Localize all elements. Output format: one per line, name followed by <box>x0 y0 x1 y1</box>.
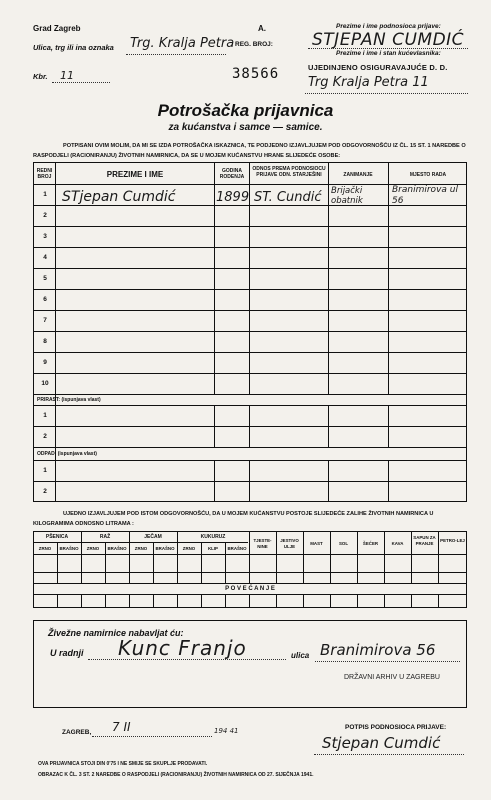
applicant-name: STJEPAN CUMDIĆ <box>312 30 465 50</box>
reg-number-label: REG. BROJ: <box>235 41 273 48</box>
row-number: 10 <box>41 380 49 387</box>
decrease-row-number: 2 <box>43 488 47 495</box>
row1-name: STjepan Cumdić <box>62 189 176 205</box>
row1-workplace: Branimirova ul 56 <box>392 185 458 206</box>
shop-label: U radnji <box>50 648 84 658</box>
signature-line <box>314 754 464 755</box>
subcol-label: BRAŠNO <box>107 546 127 551</box>
house-number-line <box>52 82 110 83</box>
price-note: OVA PRIJAVNICA STOJI DIN 0'75 I NE SMIJE SE SKUPLJE PRODAVATI. <box>38 761 208 767</box>
row1-relation: ST. Cundić <box>254 190 322 205</box>
landlord-label: Prezime i ime i stan kućevlasnika: <box>336 50 441 57</box>
col-number-header: REDNI BROJ <box>36 168 53 180</box>
col-relation-header: ODNOS PREMA PODNOSIOCU PRIJAVE ODN. STARJEŠINI <box>252 166 326 178</box>
col-sugar: ŠEĆER <box>362 541 379 546</box>
row1-year: 1899 <box>216 190 250 205</box>
subcol-label: BRAŠNO <box>59 546 79 551</box>
group-wheat: PŠENICA <box>45 534 69 540</box>
col-petroleum: PETRO-LEJ <box>440 538 465 543</box>
subcol-label: ZRNO <box>86 546 100 551</box>
applicant-label: Prezime i ime podnosioca prijave: <box>336 23 441 30</box>
subcol-label: ZRNO <box>134 546 148 551</box>
city-label: Grad Zagreb <box>33 24 81 33</box>
col-occupation-header: ZANIMANJE <box>343 172 373 178</box>
col-lard: MAST <box>310 541 323 546</box>
decrease-row-number: 1 <box>43 467 47 474</box>
row1-occupation: Brijački obatnik <box>331 186 363 206</box>
supply-title: Živežne namirnice nabavljat ću: <box>48 628 184 638</box>
subcol-label: ZRNO <box>182 546 196 551</box>
row-number: 7 <box>43 317 47 324</box>
subcol-label: BRAŠNO <box>227 546 247 551</box>
street-line <box>126 54 226 55</box>
decrease-label: ODPAD: (ispunjava vlast) <box>37 451 97 457</box>
stocks-intro: UJEDNO IZJAVLJUJEM POD ISTOM ODGOVORNOŠĆU, DA U MOJEM KUĆANSTVU POSTOJE SLIJEDEĆE ZALIHE ŽIVOTNIH NAMIRNICA U KILOGRAMIMA ODNOSNO LITRAMA : <box>33 511 434 527</box>
subcol-label: KLIP <box>207 546 218 551</box>
col-workplace-header: MJESTO RADA <box>409 172 447 178</box>
row-number: 4 <box>43 254 47 261</box>
archive-stamp: DRŽAVNI ARHIV U ZAGREBU <box>344 674 440 681</box>
group-rye: RAŽ <box>99 534 111 540</box>
col-oil: JESTIVO ULJE <box>280 538 299 549</box>
form-title: Potrošačka prijavnica <box>157 101 334 120</box>
col-coffee: KAVA <box>391 541 404 546</box>
shop-street: Branimirova 56 <box>320 641 436 659</box>
increase-header: P O V E Ć A N J E <box>225 586 275 592</box>
col-soap: SAPUN ZA PRANJE <box>413 535 436 546</box>
group-maize: KUKURUZ <box>200 534 226 540</box>
form-subtitle: za kućanstva i samce — samice. <box>168 122 323 133</box>
street-value: Trg. Kralja Petra <box>130 36 235 51</box>
increase-row-number: 1 <box>43 412 47 419</box>
place-label: ZAGREB, <box>62 729 92 736</box>
house-number-value: 11 <box>60 69 74 82</box>
shop-street-line <box>315 661 460 662</box>
col-salt: SOL <box>338 541 349 546</box>
shop-line <box>88 659 286 660</box>
row-number: 1 <box>43 191 47 198</box>
subcol-label: ZRNO <box>38 546 52 551</box>
col-year-header: GODINA RODENJA <box>219 168 245 180</box>
shop-name: Kunc Franjo <box>118 636 247 660</box>
group-barley: JEČAM <box>144 534 162 540</box>
subcol-label: BRAŠNO <box>155 546 175 551</box>
row-number: 5 <box>43 275 47 282</box>
legal-note: OBRAZAC K ČL. 3 ST. 2 NAREDBE O RASPODJELI (RACIONIRANJU) ŽIVOTNIH NAMIRNICA OD 27. SIJEČNJA 1941. <box>38 772 314 778</box>
row-number: 8 <box>43 338 47 345</box>
col-name-header: PREZIME I IME <box>106 170 164 179</box>
street-label-2: ulica <box>291 651 310 660</box>
date-value: 7 II <box>112 720 131 734</box>
intro-text: POTPISANI OVIM MOLIM, DA MI SE IZDA POTROŠAČKA ISKAZNICA, TE PODJEDNO IZJAVLJUJEM POD ODGOVORNOŠĆU IZ ČL. 15 ST. 1 NAREDBE O RASPODJELI (RACIONIRANJU) ŽIVOTNIH NAMIRNICA, DA SE U MOJEM KUĆANSTVU HRANE SLIJEDEĆE OSOBE: <box>33 143 466 159</box>
col-pasta: TJESTE-NINE <box>253 538 272 549</box>
increase-label: PRIRAST: (ispunjava vlast) <box>37 397 101 403</box>
landlord-stamp: UJEDINJENO OSIGURAVAJUĆE D. D. <box>308 63 448 72</box>
applicant-line <box>308 48 468 49</box>
register-number: 38566 <box>232 66 280 82</box>
signature-value: Stjepan Cumdić <box>322 734 441 752</box>
row-number: 3 <box>43 233 47 240</box>
increase-row-number: 2 <box>43 433 47 440</box>
signature-label: POTPIS PODNOSIOCA PRIJAVE: <box>345 724 447 731</box>
year-value: 194 41 <box>214 727 239 735</box>
form-letter: A. <box>258 24 266 33</box>
row-number: 9 <box>43 359 47 366</box>
household-table <box>33 162 467 502</box>
house-number-label: Kbr. <box>33 72 48 81</box>
row-number: 6 <box>43 296 47 303</box>
row-number: 2 <box>43 212 47 219</box>
landlord-line <box>305 93 468 94</box>
landlord-address: Trg Kralja Petra 11 <box>308 75 429 90</box>
street-label: Ulica, trg ili ina oznaka <box>33 43 114 52</box>
date-line <box>92 736 212 737</box>
